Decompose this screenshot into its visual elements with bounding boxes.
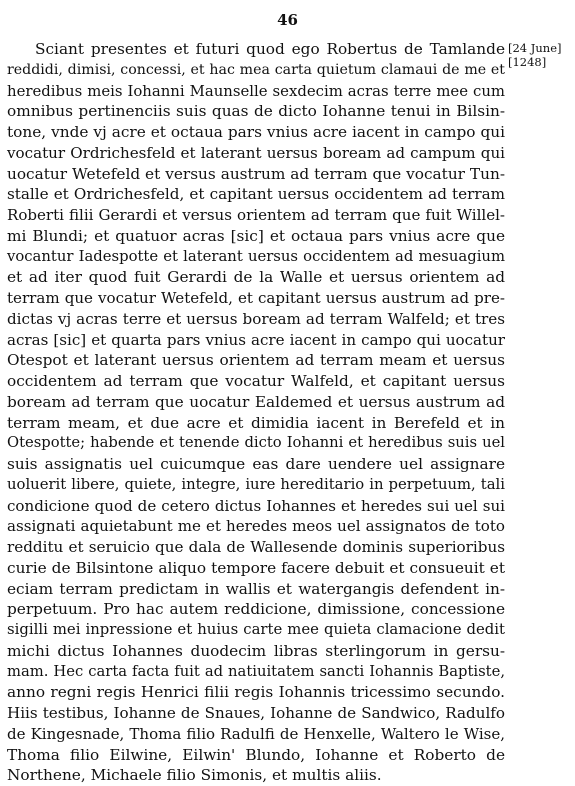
charter-line: Northene, Michaele filio Simonis, et multis aliis. xyxy=(7,766,382,785)
charter-line: condicione quod de cetero dictus Iohannes et heredes sui uel sui xyxy=(7,496,505,515)
charter-line: heredibus meis Iohanni Maunselle sexdecim acras terre mee cum xyxy=(7,81,505,100)
charter-line: Thoma filio Eilwine, Eilwin' Blundo, Iohanne et Roberto de xyxy=(7,745,505,764)
charter-line: suis assignatis uel cuicumque eas dare uendere uel assignare xyxy=(7,455,505,473)
charter-line: acras [sic] et quarta pars vnius acre iacent in campo qui uocatur xyxy=(7,330,505,349)
charter-line: eciam terram predictam in wallis et watergangis defendent in- xyxy=(7,579,505,598)
margin-year: [1248] xyxy=(508,55,547,69)
charter-line: boream ad terram que uocatur Ealdemed et uersus austrum ad xyxy=(7,392,505,411)
charter-line: redditu et seruicio que dala de Wallesende dominis superioribus xyxy=(7,538,505,556)
charter-line: Hiis testibus, Iohanne de Snaues, Iohanne de Sandwico, Radulfo xyxy=(7,704,505,722)
margin-date-note xyxy=(508,41,562,69)
charter-line: Roberti filii Gerardi et versus orientem ad terram que fuit Willel- xyxy=(7,206,505,224)
charter-line: omnibus pertinenciis suis quas de dicto Iohanne tenui in Bilsin- xyxy=(7,102,505,121)
charter-text xyxy=(7,39,505,786)
margin-date: [24 June] xyxy=(508,41,562,55)
charter-line: stalle et Ordrichesfeld, et capitant uersus occidentem ad terram xyxy=(7,185,505,204)
charter-line: occidentem ad terram que vocatur Walfeld, et capitant uersus xyxy=(7,372,505,390)
charter-line: Sciant presentes et futuri quod ego Robertus de Tamlande xyxy=(35,40,505,58)
charter-line: reddidi, dimisi, concessi, et hac mea carta quietum clamaui de me et xyxy=(7,61,505,78)
charter-line: Otespot et laterant uersus orientem ad terram meam et uersus xyxy=(7,351,505,370)
charter-line: terram meam, et due acre et dimidia iacent in Berefeld et in xyxy=(7,413,505,432)
charter-line: terram que vocatur Wetefeld, et capitant uersus austrum ad pre- xyxy=(7,289,505,307)
charter-line: assignati aquietabunt me et heredes meos uel assignatos de toto xyxy=(7,517,505,536)
charter-line: sigilli mei inpressione et huius carte mee quieta clamacione dedit xyxy=(7,621,505,638)
charter-line: Otespotte; habende et tenende dicto Iohanni et heredibus suis uel xyxy=(7,434,505,452)
charter-line: et ad iter quod fuit Gerardi de la Walle et uersus orientem ad xyxy=(7,268,505,287)
charter-line: uoluerit libere, quiete, integre, iure hereditario in perpetuum, tali xyxy=(7,475,505,493)
charter-line: vocantur Iadespotte et laterant uersus occidentem ad mesuagium xyxy=(7,247,505,265)
charter-line: tone, vnde vj acre et octaua pars vnius acre iacent in campo qui xyxy=(7,123,505,141)
page-number: 46 xyxy=(277,11,298,29)
charter-line: vocatur Ordrichesfeld et laterant uersus boream ad campum qui xyxy=(7,143,505,162)
charter-line: uocatur Wetefeld et versus austrum ad terram que vocatur Tun- xyxy=(7,164,505,183)
charter-line: dictas vj acras terre et uersus boream ad terram Walfeld; et tres xyxy=(7,309,505,328)
charter-line: mam. Hec carta facta fuit ad natiuitatem sancti Iohannis Baptiste, xyxy=(7,662,505,680)
charter-line: mi Blundi; et quatuor acras [sic] et octaua pars vnius acre que xyxy=(7,226,505,245)
charter-line: anno regni regis Henrici filii regis Iohannis tricessimo secundo. xyxy=(7,683,505,702)
charter-line: de Kingesnade, Thoma filio Radulfi de Henxelle, Waltero le Wise, xyxy=(7,724,505,743)
charter-line: michi dictus Iohannes duodecim libras sterlingorum in gersu- xyxy=(7,641,505,660)
charter-line: perpetuum. Pro hac autem reddicione, dimissione, concessione xyxy=(7,600,505,619)
charter-line: curie de Bilsintone aliquo tempore facere debuit et consueuit et xyxy=(7,558,505,577)
